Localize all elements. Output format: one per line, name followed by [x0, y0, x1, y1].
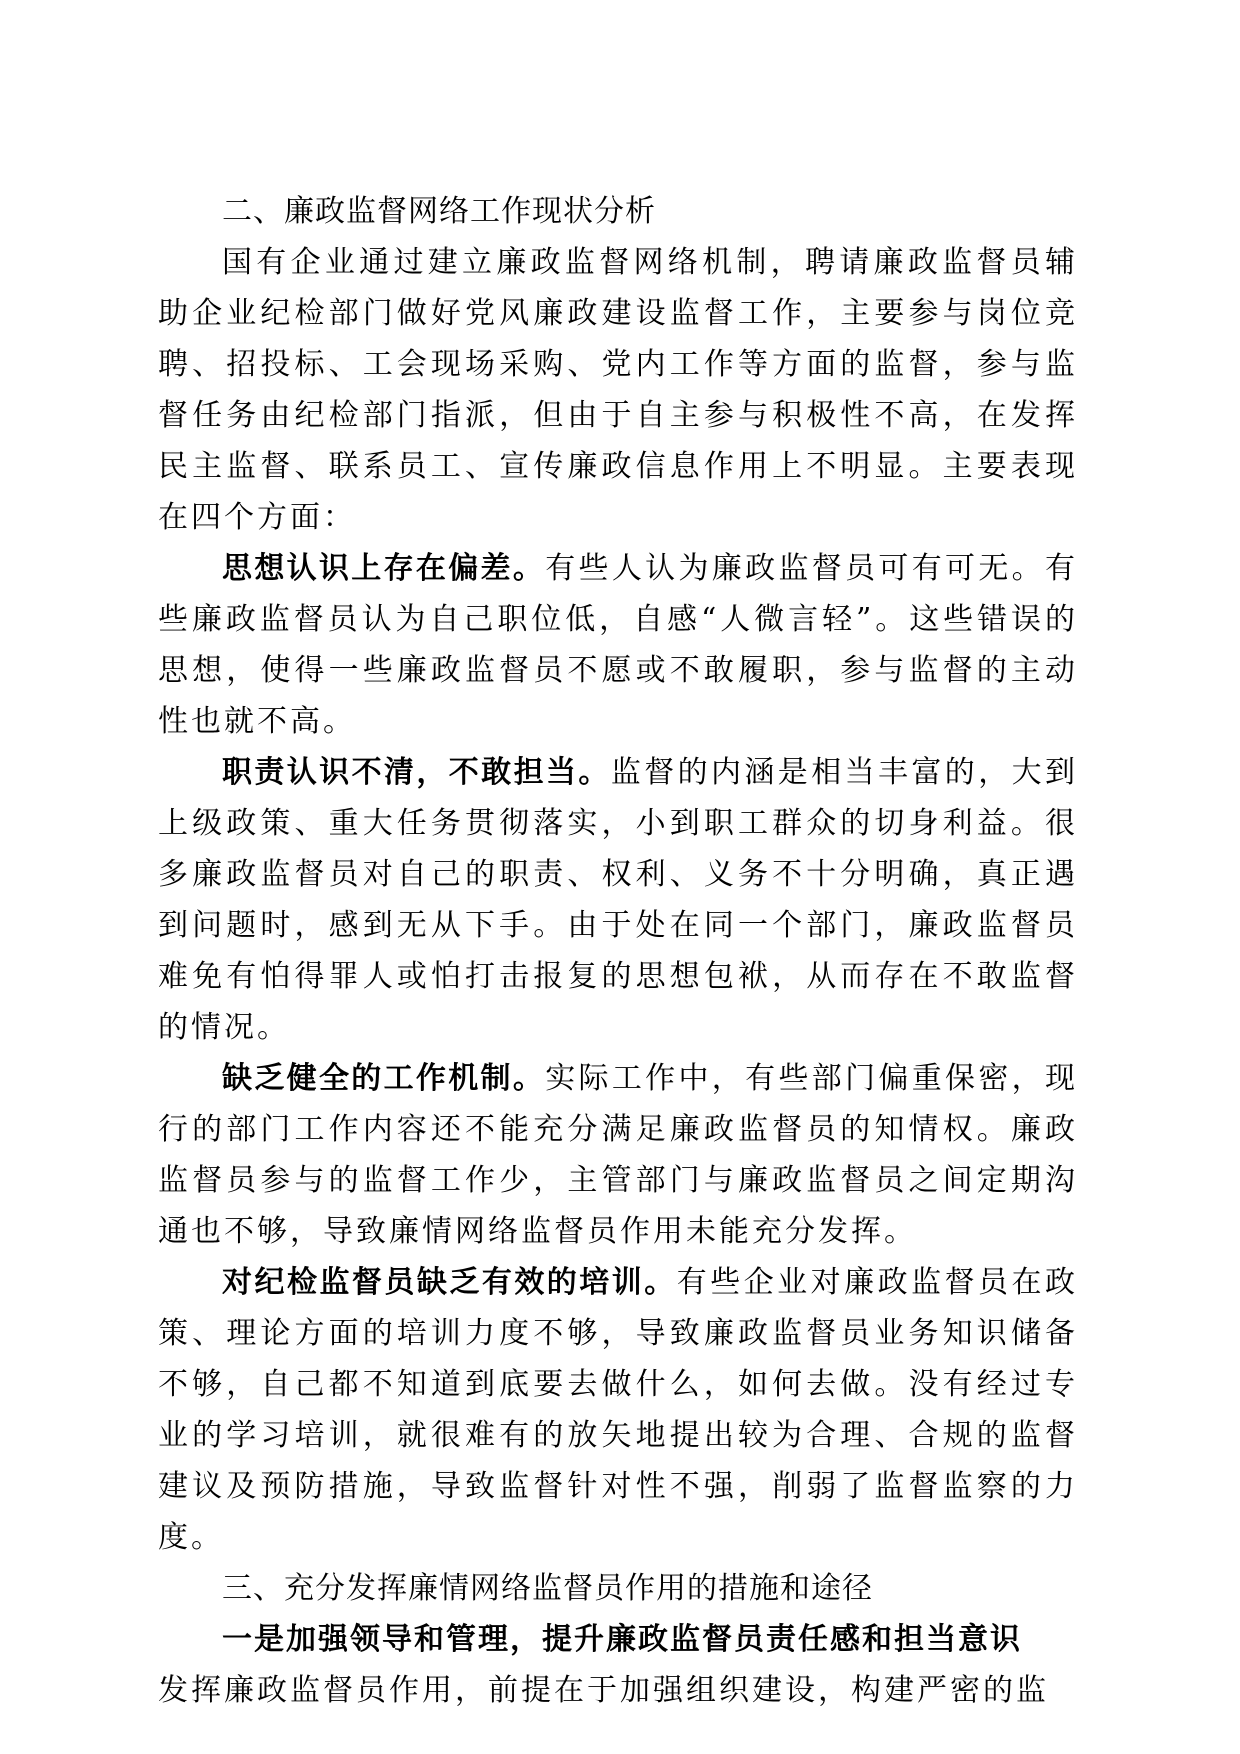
subheading-leadership: 一是加强领导和管理，提升廉政监督员责任感和担当意识	[222, 1622, 1022, 1657]
point-body-1: 有些人认为廉政监督员可有可无。有些廉政监督员认为自己职位低，自感“人微言轻”。这些错误的思想，使得一些廉政监督员不愿或不敢履职，参与监督的主动性也就不高。	[158, 551, 1079, 739]
point-lead-3: 缺乏健全的工作机制。	[222, 1061, 546, 1096]
point-paragraph-2	[158, 747, 1078, 1053]
point-paragraph-1	[158, 543, 1078, 747]
intro-paragraph: 国有企业通过建立廉政监督网络机制，聘请廉政监督员辅助企业纪检部门做好党风廉政建设监督工作，主要参与岗位竞聘、招投标、工会现场采购、党内工作等方面的监督，参与监督任务由纪检部门指派，但由于自主参与积极性不高，在发挥民主监督、联系员工、宣传廉政信息作用上不明显。主要表现在四个方面：	[158, 245, 1078, 535]
point-body-4: 有些企业对廉政监督员在政策、理论方面的培训力度不够，导致廉政监督员业务知识储备不够，自己都不知道到底要去做什么，如何去做。没有经过专业的学习培训，就很难有的放矢地提出较为合理、合规的监督建议及预防措施，导致监督针对性不强，削弱了监督监察的力度。	[158, 1265, 1079, 1555]
point-body-3: 实际工作中，有些部门偏重保密，现行的部门工作内容还不能充分满足廉政监督员的知情权。廉政监督员参与的监督工作少，主管部门与廉政监督员之间定期沟通也不够，导致廉情网络监督员作用未能充分发挥。	[158, 1061, 1079, 1249]
point-lead-2: 职责认识不清，不敢担当。	[222, 755, 611, 790]
section-heading-measures: 三、充分发挥廉情网络监督员作用的措施和途径	[222, 1571, 873, 1606]
section-heading-status-analysis: 二、廉政监督网络工作现状分析	[222, 194, 656, 229]
point-paragraph-3	[158, 1053, 1078, 1257]
point-lead-1: 思想认识上存在偏差。	[222, 551, 546, 586]
point-body-2: 监督的内涵是相当丰富的，大到上级政策、重大任务贯彻落实，小到职工群众的切身利益。很多廉政监督员对自己的职责、权利、义务不十分明确，真正遇到问题时，感到无从下手。由于处在同一个部门，廉政监督员难免有怕得罪人或怕打击报复的思想包袱，从而存在不敢监督的情况。	[158, 755, 1079, 1045]
point-paragraph-4	[158, 1257, 1078, 1563]
point-lead-4: 对纪检监督员缺乏有效的培训。	[222, 1265, 677, 1300]
measures-paragraph-start: 发挥廉政监督员作用，前提在于加强组织建设，构建严密的监	[158, 1673, 1049, 1708]
document-page	[158, 186, 1078, 1716]
